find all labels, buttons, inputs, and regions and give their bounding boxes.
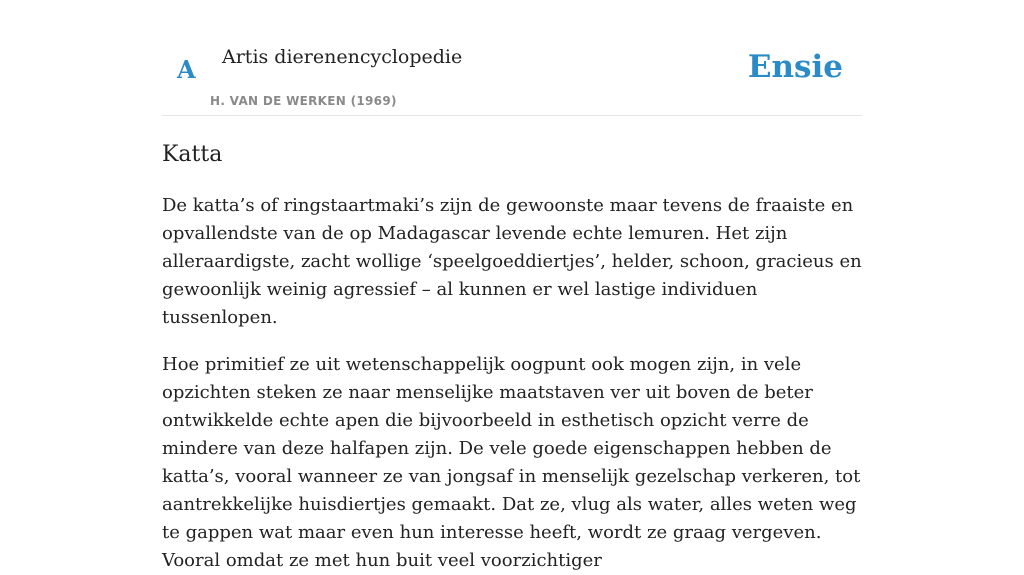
book-title-link[interactable]: Artis dierenencyclopedie xyxy=(222,46,463,68)
article-paragraph: De katta’s of ringstaartmaki’s zijn de gewoonste maar tevens de fraaiste en opvallendste van de op Madagascar levende echte lemuren. Het zijn alleraardigste, zacht wollige ‘speelgoeddiertjes’, helder, schoon, gracieus en gewoonlijk weinig agressief – al kunnen er wel lastige individuen tussenlopen. xyxy=(162,195,862,328)
ensie-logo[interactable]: Ensie xyxy=(747,49,843,85)
page-header xyxy=(162,0,862,116)
article xyxy=(162,140,862,575)
article-title: Katta xyxy=(162,142,223,167)
article-paragraph: Hoe primitief ze uit wetenschappelijk oogpunt ook mogen zijn, in vele opzichten steken ze naar menselijke maatstaven ver uit boven de beter ontwikkelde echte apen die bijvoorbeeld in esthetisch opzicht verre de mindere van deze halfapen zijn. De vele goede eigenschappen hebben de katta’s, vooral wanneer ze van jongsaf in menselijk gezelschap verkeren, tot aantrekkelijke huisdiertjes gemaakt. Dat ze, vlug als water, alles weten weg te gappen wat maar even hun interesse heeft, wordt ze graag vergeven. Vooral omdat ze met hun buit veel voorzichtiger xyxy=(162,354,861,571)
letter-index-link[interactable]: A xyxy=(177,55,196,84)
book-author: H. VAN DE WERKEN (1969) xyxy=(210,94,397,108)
